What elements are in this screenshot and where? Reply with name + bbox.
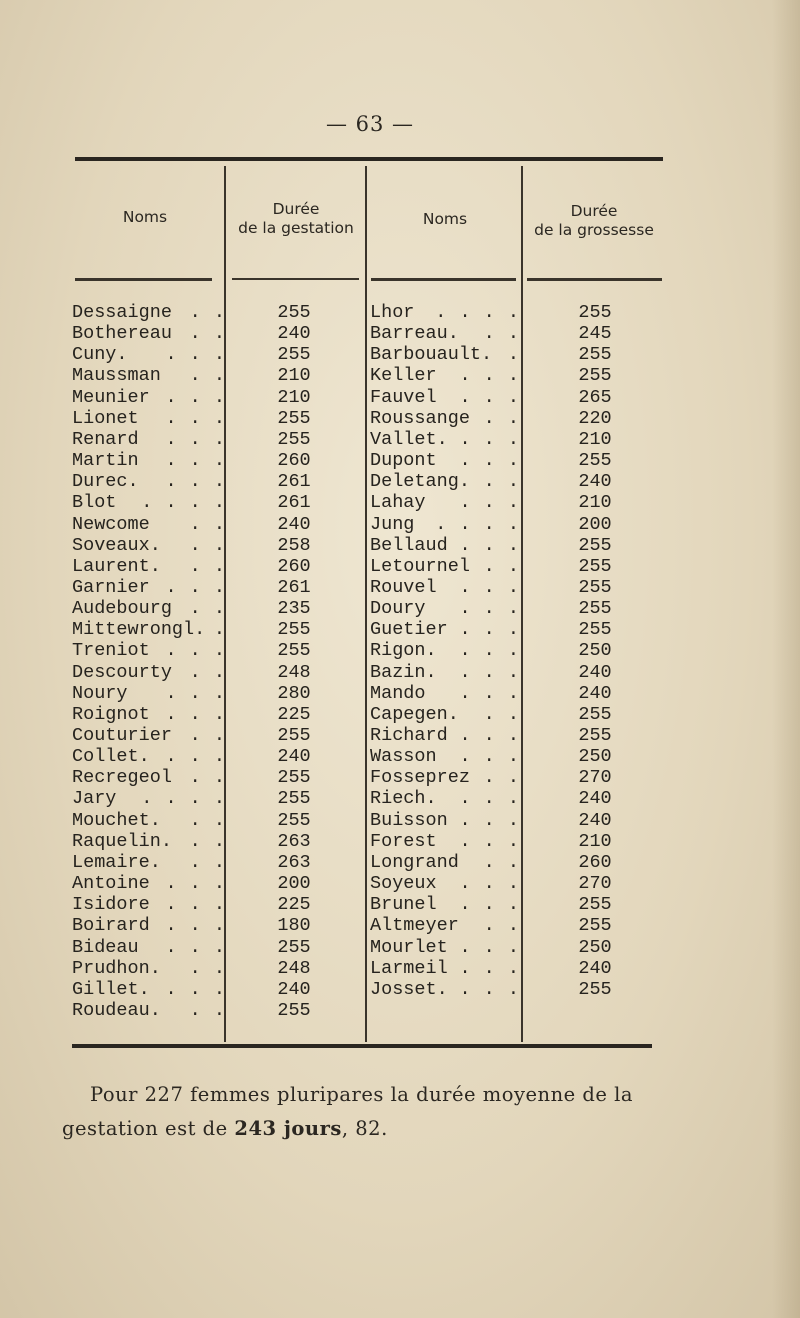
right-table-duration: 210	[578, 428, 612, 450]
right-table-duration: 255	[578, 365, 612, 387]
left-table-duration: 263	[277, 851, 311, 873]
left-table-leader-dots: . .	[177, 999, 226, 1021]
left-table-duration: 261	[277, 576, 311, 598]
right-table-row	[0, 767, 800, 788]
right-table-duration: 260	[578, 851, 612, 873]
left-table-name: Martin	[72, 450, 139, 472]
right-table-name: Rigon.	[370, 640, 437, 662]
right-table-leader-dots: . .	[471, 555, 520, 577]
right-table-duration: 240	[578, 471, 612, 493]
right-table-leader-dots: . . .	[447, 598, 520, 620]
left-table-duration: 235	[277, 598, 311, 620]
left-table-leader-dots: . .	[177, 534, 226, 556]
right-table-name: Keller	[370, 365, 437, 387]
right-table-name: Lhor	[370, 302, 415, 323]
left-table-duration: 255	[277, 640, 311, 662]
right-table-leader-dots: . . .	[447, 746, 520, 768]
right-table-row	[0, 323, 800, 344]
right-table-row	[0, 640, 800, 661]
right-table-row	[0, 958, 800, 979]
header-rule-col2	[232, 278, 359, 280]
right-table-name: Fauvel	[370, 386, 437, 408]
right-table-leader-dots: . . . .	[423, 302, 520, 323]
left-table-duration: 255	[277, 767, 311, 789]
left-table-duration: 263	[277, 830, 311, 852]
table-bottom-rule	[72, 1044, 652, 1048]
right-table-leader-dots: . . .	[447, 534, 520, 556]
left-table-name: Renard	[72, 428, 139, 450]
right-table-leader-dots: . . .	[447, 640, 520, 662]
right-table-duration: 255	[578, 450, 612, 472]
right-table-row	[0, 535, 800, 556]
left-table-name: Noury	[72, 682, 128, 704]
left-table-name: Isidore	[72, 894, 150, 916]
right-table-duration: 240	[578, 682, 612, 704]
right-table-row	[0, 704, 800, 725]
right-table-row	[0, 979, 800, 1000]
right-table-leader-dots: . . .	[447, 576, 520, 598]
right-table-leader-dots: . . .	[447, 682, 520, 704]
right-table-leader-dots: . .	[471, 407, 520, 429]
right-table-duration: 255	[578, 344, 612, 366]
right-table-leader-dots: . .	[471, 703, 520, 725]
left-table-name: Descourty	[72, 661, 172, 683]
right-table-duration: 240	[578, 788, 612, 810]
right-table-row	[0, 514, 800, 535]
conclusion-average: 243 jours	[234, 1117, 342, 1140]
left-table-duration: 261	[277, 471, 311, 493]
header-names-left	[100, 208, 190, 227]
right-table-duration: 255	[578, 598, 612, 620]
left-table-duration: 255	[277, 999, 311, 1021]
right-table-row	[0, 408, 800, 429]
left-table-name: Meunier	[72, 386, 150, 408]
left-table-duration: 260	[277, 450, 311, 472]
left-table-name: Bothereau	[72, 323, 172, 345]
right-table-row	[0, 937, 800, 958]
header-duration-right	[524, 202, 664, 240]
left-table-name: Gillet.	[72, 978, 150, 1000]
header-rule-col3	[371, 278, 516, 281]
left-table-leader-dots: . . . .	[129, 492, 226, 514]
right-table-name: Josset.	[370, 978, 448, 1000]
left-table-duration: 260	[277, 555, 311, 577]
table-top-rule	[75, 157, 663, 161]
right-table-leader-dots: . . .	[447, 661, 520, 683]
left-table-leader-dots: . . .	[153, 471, 226, 493]
header-duration-left-line1: Durée	[272, 200, 320, 218]
right-table-duration: 255	[578, 725, 612, 746]
left-table-leader-dots: . . .	[153, 915, 226, 937]
left-table-name: Dessaigne	[72, 302, 172, 323]
left-table-duration: 255	[277, 344, 311, 366]
left-table-duration: 200	[277, 873, 311, 895]
left-table-leader-dots: . . .	[153, 936, 226, 958]
right-table-name: Riech.	[370, 788, 437, 810]
left-table-name: Mittewrongl.	[72, 619, 206, 641]
left-table-leader-dots: . .	[177, 302, 226, 323]
right-table-row	[0, 598, 800, 619]
left-table-duration: 225	[277, 703, 311, 725]
right-table-leader-dots: . . .	[447, 386, 520, 408]
left-table-duration: 210	[277, 386, 311, 408]
right-table-row	[0, 577, 800, 598]
right-table-name: Roussange	[370, 407, 470, 429]
right-table-row	[0, 831, 800, 852]
left-table-name: Lionet	[72, 407, 139, 429]
right-table-row	[0, 344, 800, 365]
right-table-row	[0, 810, 800, 831]
right-table-name: Wasson	[370, 746, 437, 768]
right-table-row	[0, 915, 800, 936]
right-table-duration: 210	[578, 492, 612, 514]
right-table-duration: 255	[578, 576, 612, 598]
left-table-name: Soveaux.	[72, 534, 161, 556]
right-table-name: Richard	[370, 725, 448, 746]
right-table-name: Mando	[370, 682, 426, 704]
left-table-duration: 248	[277, 661, 311, 683]
right-table-name: Barbouault.	[370, 344, 493, 366]
left-table-leader-dots: . . .	[153, 640, 226, 662]
right-table-name: Soyeux	[370, 873, 437, 895]
right-table-leader-dots: . . .	[447, 936, 520, 958]
right-table-leader-dots: . .	[471, 915, 520, 937]
right-table-leader-dots: . . .	[447, 619, 520, 641]
conclusion-prefix: gestation est de	[62, 1117, 235, 1140]
right-table-duration: 255	[578, 555, 612, 577]
right-table-duration: 255	[578, 534, 612, 556]
right-table-leader-dots: . . .	[447, 428, 520, 450]
left-table-leader-dots: . .	[177, 767, 226, 789]
left-table-leader-dots: . . .	[153, 576, 226, 598]
right-table-row	[0, 683, 800, 704]
right-table-name: Jung	[370, 513, 415, 535]
left-table-name: Couturier	[72, 725, 172, 746]
left-table-leader-dots: . . .	[153, 450, 226, 472]
right-table-leader-dots: .	[495, 344, 520, 366]
right-table-row	[0, 725, 800, 746]
left-table-name: Newcome	[72, 513, 150, 535]
header-duration-right-line2: de la grossesse	[534, 221, 654, 239]
right-table-row	[0, 471, 800, 492]
right-table-duration: 255	[578, 703, 612, 725]
left-table-leader-dots: . . . .	[129, 788, 226, 810]
left-table-duration: 255	[277, 407, 311, 429]
left-table-leader-dots: . . .	[153, 873, 226, 895]
left-table-name: Treniot	[72, 640, 150, 662]
right-table-name: Bazin.	[370, 661, 437, 683]
right-table-leader-dots: . . .	[447, 725, 520, 746]
left-table-leader-dots: .	[201, 619, 226, 641]
left-table-leader-dots: . .	[177, 555, 226, 577]
right-table-duration: 255	[578, 894, 612, 916]
right-table-duration: 255	[578, 619, 612, 641]
right-table-duration: 245	[578, 323, 612, 345]
right-table-leader-dots: . . .	[447, 873, 520, 895]
conclusion-paragraph	[62, 1078, 682, 1146]
right-table-duration: 250	[578, 936, 612, 958]
right-table-name: Longrand	[370, 851, 459, 873]
header-duration-left	[226, 200, 366, 238]
right-table-leader-dots: . . .	[447, 365, 520, 387]
left-table-leader-dots: . . .	[153, 894, 226, 916]
left-table-name: Boirard	[72, 915, 150, 937]
left-table-duration: 240	[277, 323, 311, 345]
left-table-leader-dots: . .	[177, 513, 226, 535]
left-table-duration: 240	[277, 746, 311, 768]
right-table-duration: 240	[578, 661, 612, 683]
right-table-leader-dots: . . .	[447, 830, 520, 852]
left-table-duration: 255	[277, 428, 311, 450]
header-rule-col1	[75, 278, 212, 281]
page-number: — 63 —	[325, 112, 415, 136]
left-table-name: Maussman	[72, 365, 161, 387]
right-table-leader-dots: . . .	[447, 957, 520, 979]
right-table-duration: 250	[578, 746, 612, 768]
right-table-name: Lahay	[370, 492, 426, 514]
right-table-leader-dots: . . . .	[423, 513, 520, 535]
left-table-leader-dots: . . .	[153, 682, 226, 704]
right-table-duration: 200	[578, 513, 612, 535]
right-table-duration: 270	[578, 873, 612, 895]
conclusion-suffix: , 82.	[341, 1117, 388, 1140]
left-table-name: Recregeol	[72, 767, 172, 789]
left-table-name: Antoine	[72, 873, 150, 895]
left-table-leader-dots: . .	[177, 365, 226, 387]
left-table-leader-dots: . .	[177, 809, 226, 831]
left-table-name: Laurent.	[72, 555, 161, 577]
left-table-leader-dots: . . .	[153, 428, 226, 450]
right-table-leader-dots: . .	[471, 851, 520, 873]
left-table-name: Jary	[72, 788, 117, 810]
left-table-name: Audebourg	[72, 598, 172, 620]
left-table-leader-dots: . .	[177, 851, 226, 873]
left-table-duration: 225	[277, 894, 311, 916]
left-table-name: Cuny.	[72, 344, 128, 366]
right-table-row	[0, 662, 800, 683]
left-table-leader-dots: . .	[177, 725, 226, 746]
right-table-duration: 210	[578, 830, 612, 852]
left-table-leader-dots: . .	[177, 661, 226, 683]
right-table-duration: 220	[578, 407, 612, 429]
left-table-leader-dots: . . .	[153, 407, 226, 429]
right-table-name: Rouvel	[370, 576, 437, 598]
right-table-duration: 270	[578, 767, 612, 789]
header-duration-right-line1: Durée	[570, 202, 618, 220]
left-table-duration: 255	[277, 619, 311, 641]
right-table-duration: 240	[578, 957, 612, 979]
right-table-name: Dupont	[370, 450, 437, 472]
left-table-name: Collet.	[72, 746, 150, 768]
right-table-name: Larmeil	[370, 957, 448, 979]
right-table-leader-dots: . . .	[447, 978, 520, 1000]
right-table-leader-dots: . . .	[447, 809, 520, 831]
right-table-row	[0, 365, 800, 386]
header-duration-left-line2: de la gestation	[238, 219, 354, 237]
right-table-row	[0, 746, 800, 767]
conclusion-line-2	[62, 1112, 682, 1146]
left-table-duration: 240	[277, 513, 311, 535]
right-table-row	[0, 302, 800, 323]
left-table-name: Durec.	[72, 471, 139, 493]
right-table-name: Letournel	[370, 555, 470, 577]
right-table-duration: 255	[578, 978, 612, 1000]
right-table-row	[0, 852, 800, 873]
left-table-name: Mouchet.	[72, 809, 161, 831]
left-table-leader-dots: . .	[177, 598, 226, 620]
right-table-name: Capegen.	[370, 703, 459, 725]
right-table-leader-dots: . .	[471, 767, 520, 789]
right-table-duration: 255	[578, 915, 612, 937]
right-table-row	[0, 556, 800, 577]
conclusion-line-1: Pour 227 femmes pluripares la durée moyenne de la	[90, 1083, 633, 1106]
left-table-duration: 240	[277, 978, 311, 1000]
right-table-row	[0, 492, 800, 513]
header-names-right	[400, 210, 490, 229]
right-table-leader-dots: . . .	[447, 788, 520, 810]
left-table-duration: 255	[277, 302, 311, 323]
right-table-row	[0, 619, 800, 640]
right-table-row	[0, 894, 800, 915]
right-table-row	[0, 873, 800, 894]
left-table-leader-dots: . . .	[153, 344, 226, 366]
right-table-name: Brunel	[370, 894, 437, 916]
right-table-name: Deletang.	[370, 471, 470, 493]
left-table-name: Bideau	[72, 936, 139, 958]
right-table-name: Bellaud	[370, 534, 448, 556]
right-table-row	[0, 429, 800, 450]
left-table-duration: 248	[277, 957, 311, 979]
left-table-name: Raquelin.	[72, 830, 172, 852]
left-table-leader-dots: . .	[177, 323, 226, 345]
right-table-name: Guetier	[370, 619, 448, 641]
left-table-duration: 255	[277, 809, 311, 831]
left-table-leader-dots: . . .	[153, 703, 226, 725]
left-table-name: Garnier	[72, 576, 150, 598]
right-table-name: Vallet.	[370, 428, 448, 450]
right-table-name: Buisson	[370, 809, 448, 831]
left-table-duration: 255	[277, 936, 311, 958]
right-table-leader-dots: . . .	[447, 450, 520, 472]
left-table-leader-dots: . . .	[153, 746, 226, 768]
header-names-left-text: Noms	[122, 208, 168, 226]
right-table-name: Altmeyer	[370, 915, 459, 937]
left-table-name: Prudhon.	[72, 957, 161, 979]
left-table-leader-dots: . . .	[153, 978, 226, 1000]
left-table-leader-dots: . . .	[153, 386, 226, 408]
left-table-duration: 180	[277, 915, 311, 937]
left-table-name: Roudeau.	[72, 999, 161, 1021]
left-table-name: Lemaire.	[72, 851, 161, 873]
left-table-name: Roignot	[72, 703, 150, 725]
left-table-duration: 255	[277, 725, 311, 746]
right-table-name: Doury	[370, 598, 426, 620]
left-table-leader-dots: . .	[177, 830, 226, 852]
left-table-name: Blot	[72, 492, 117, 514]
left-table-duration: 280	[277, 682, 311, 704]
right-table-duration: 250	[578, 640, 612, 662]
right-table-row	[0, 387, 800, 408]
right-table-row	[0, 788, 800, 809]
right-table-name: Fosseprez	[370, 767, 470, 789]
left-table-row	[0, 1000, 800, 1021]
left-table-duration: 210	[277, 365, 311, 387]
left-table-duration: 261	[277, 492, 311, 514]
right-table-duration: 265	[578, 386, 612, 408]
header-names-right-text: Noms	[422, 210, 468, 228]
header-rule-col4	[527, 278, 662, 281]
right-table-name: Mourlet	[370, 936, 448, 958]
right-table-leader-dots: . .	[471, 323, 520, 345]
right-table-duration: 255	[578, 302, 612, 323]
right-table-row	[0, 450, 800, 471]
right-table-name: Forest	[370, 830, 437, 852]
right-table-leader-dots: . . .	[447, 492, 520, 514]
left-table-duration: 258	[277, 534, 311, 556]
left-table-leader-dots: . .	[177, 957, 226, 979]
left-table-duration: 255	[277, 788, 311, 810]
right-table-name: Barreau.	[370, 323, 459, 345]
right-table-duration: 240	[578, 809, 612, 831]
right-table-leader-dots: . . .	[447, 894, 520, 916]
right-table-leader-dots: . .	[471, 471, 520, 493]
